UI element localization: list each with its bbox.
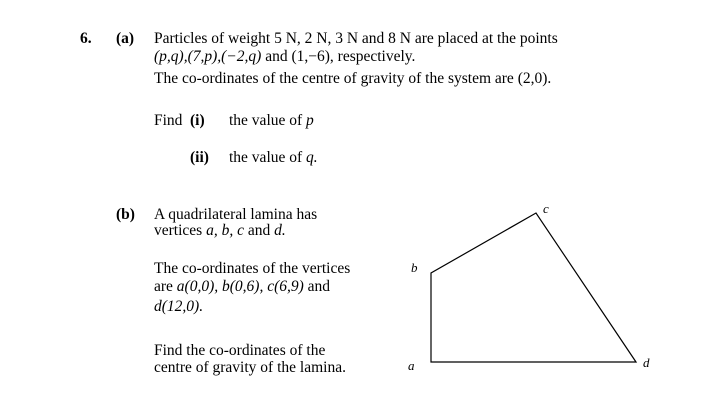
vertex-label-a: a [408, 358, 415, 373]
part-b-and-word: and [247, 222, 271, 239]
question-number: 6. [80, 30, 92, 47]
part-a-last-point: (1,−6), [291, 48, 334, 65]
part-a-sub-ii-phrase: the value of [229, 149, 303, 166]
part-a-sub-i-label: (i) [190, 112, 205, 129]
part-b-intro-line1: A quadrilateral lamina has [154, 206, 318, 223]
part-b-vert-line1: The co-ordinates of the vertices [154, 260, 351, 277]
part-b-coords: a(0,0), b(0,6), c(6,9) [176, 278, 304, 295]
part-b-are-word: are [154, 278, 173, 295]
vertex-label-d: d [643, 355, 650, 370]
part-a-sub-i-var: p [306, 112, 314, 129]
part-b-vertex-d: d. [274, 222, 286, 239]
part-a-find: Find [154, 112, 183, 129]
part-a-respectively: respectively. [337, 48, 416, 65]
part-b-vert-line3: d(12,0). [154, 298, 204, 315]
part-b-label: (b) [116, 206, 135, 223]
part-b-vertices-word: vertices [154, 222, 203, 239]
part-a-and: and [265, 48, 288, 65]
part-b-find-line2: centre of gravity of the lamina. [154, 359, 346, 376]
part-a-sub-ii-label: (ii) [190, 149, 209, 166]
vertex-label-b: b [411, 260, 418, 275]
part-a-points: (p,q),(7,p),(−2,q) [154, 48, 262, 65]
quadrilateral-lamina [431, 213, 636, 362]
vertex-label-c: c [543, 201, 549, 216]
part-a-cog-value: (2,0). [517, 70, 552, 87]
part-a-sub-ii-var: q. [306, 149, 318, 166]
part-a-label: (a) [116, 30, 135, 47]
part-b-and2-word: and [307, 278, 331, 295]
part-a-cog-text: The co-ordinates of the centre of gravity of the system are [154, 70, 514, 87]
part-a-line1: Particles of weight 5 N, 2 N, 3 N and 8 N are placed at the points [154, 30, 558, 47]
part-b-find-line1: Find the co-ordinates of the [154, 342, 326, 359]
part-a-sub-i-phrase: the value of [229, 112, 303, 129]
part-b-vertex-vars: a, b, c [206, 222, 244, 239]
